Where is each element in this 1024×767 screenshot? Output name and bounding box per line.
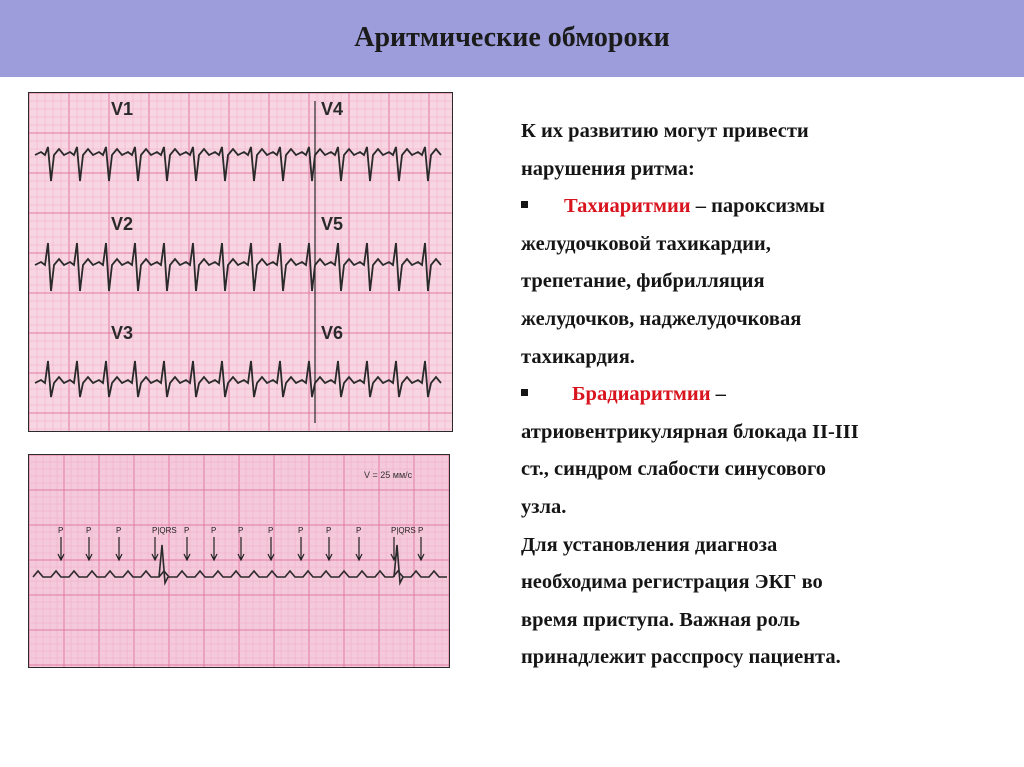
tachy-line-5: тахикардия. xyxy=(521,345,635,368)
tachy-line-4: желудочков, наджелудочковая xyxy=(521,307,802,330)
brady-line-3: ст., синдром слабости синусового xyxy=(521,458,827,481)
p-wave-marker-label: P xyxy=(298,526,304,535)
lead-label-v2: V2 xyxy=(111,214,134,234)
p-wave-marker-label: P xyxy=(418,526,424,535)
lead-label-v3: V3 xyxy=(111,323,134,343)
ecg-tachycardia-image xyxy=(29,93,452,431)
diag-line-2: необходима регистрация ЭКГ во xyxy=(521,571,823,594)
p-wave-marker-label: P|QRS xyxy=(152,526,177,535)
p-wave-marker-label: P xyxy=(116,526,122,535)
bullet-icon xyxy=(521,389,528,396)
tachy-term: Тахиаритмии xyxy=(564,195,691,218)
slide-title: Аритмические обмороки xyxy=(354,22,670,53)
ecg-bradycardia-image xyxy=(29,455,449,667)
p-wave-marker-label: P xyxy=(356,526,362,535)
intro-line-1: К их развитию могут привести xyxy=(521,120,809,142)
diag-line-4: принадлежит расспросу пациента. xyxy=(521,646,841,669)
tachy-bullet-line xyxy=(521,188,1011,226)
diag-line-1: Для установления диагноза xyxy=(521,533,778,556)
tachy-line-3: трепетание, фибрилляция xyxy=(521,270,765,293)
p-wave-marker-label: P xyxy=(86,526,92,535)
bullet-icon xyxy=(521,201,528,208)
brady-bullet-line xyxy=(521,376,1011,414)
ecg-12-lead-strip xyxy=(28,92,453,432)
ecg-av-block-strip xyxy=(28,454,450,668)
intro-line-2: нарушения ритма: xyxy=(521,157,695,180)
p-wave-marker-label: P xyxy=(238,526,244,535)
diag-line-3: время приступа. Важная роль xyxy=(521,608,801,631)
p-wave-marker-label: P|QRS xyxy=(391,526,416,535)
lead-label-v4: V4 xyxy=(321,99,344,119)
body-text xyxy=(521,113,1011,677)
p-wave-marker-label: P xyxy=(268,526,274,535)
tachy-line-2: желудочковой тахикардии, xyxy=(521,232,771,255)
lead-label-v1: V1 xyxy=(111,99,134,119)
lead-label-v6: V6 xyxy=(321,323,344,343)
brady-term: Брадиаритмии xyxy=(572,383,711,406)
ecg-speed-label: V = 25 мм/с xyxy=(364,470,413,480)
tachy-rest: – пароксизмы xyxy=(690,195,825,218)
p-wave-marker-label: P xyxy=(184,526,190,535)
p-wave-marker-label: P xyxy=(211,526,217,535)
brady-line-4: узла. xyxy=(521,495,567,518)
p-wave-marker-label: P xyxy=(326,526,332,535)
lead-label-v5: V5 xyxy=(321,214,344,234)
brady-line-2: атриовентрикулярная блокада II-III xyxy=(521,420,859,443)
brady-rest: – xyxy=(710,383,726,406)
p-wave-marker-label: P xyxy=(58,526,64,535)
